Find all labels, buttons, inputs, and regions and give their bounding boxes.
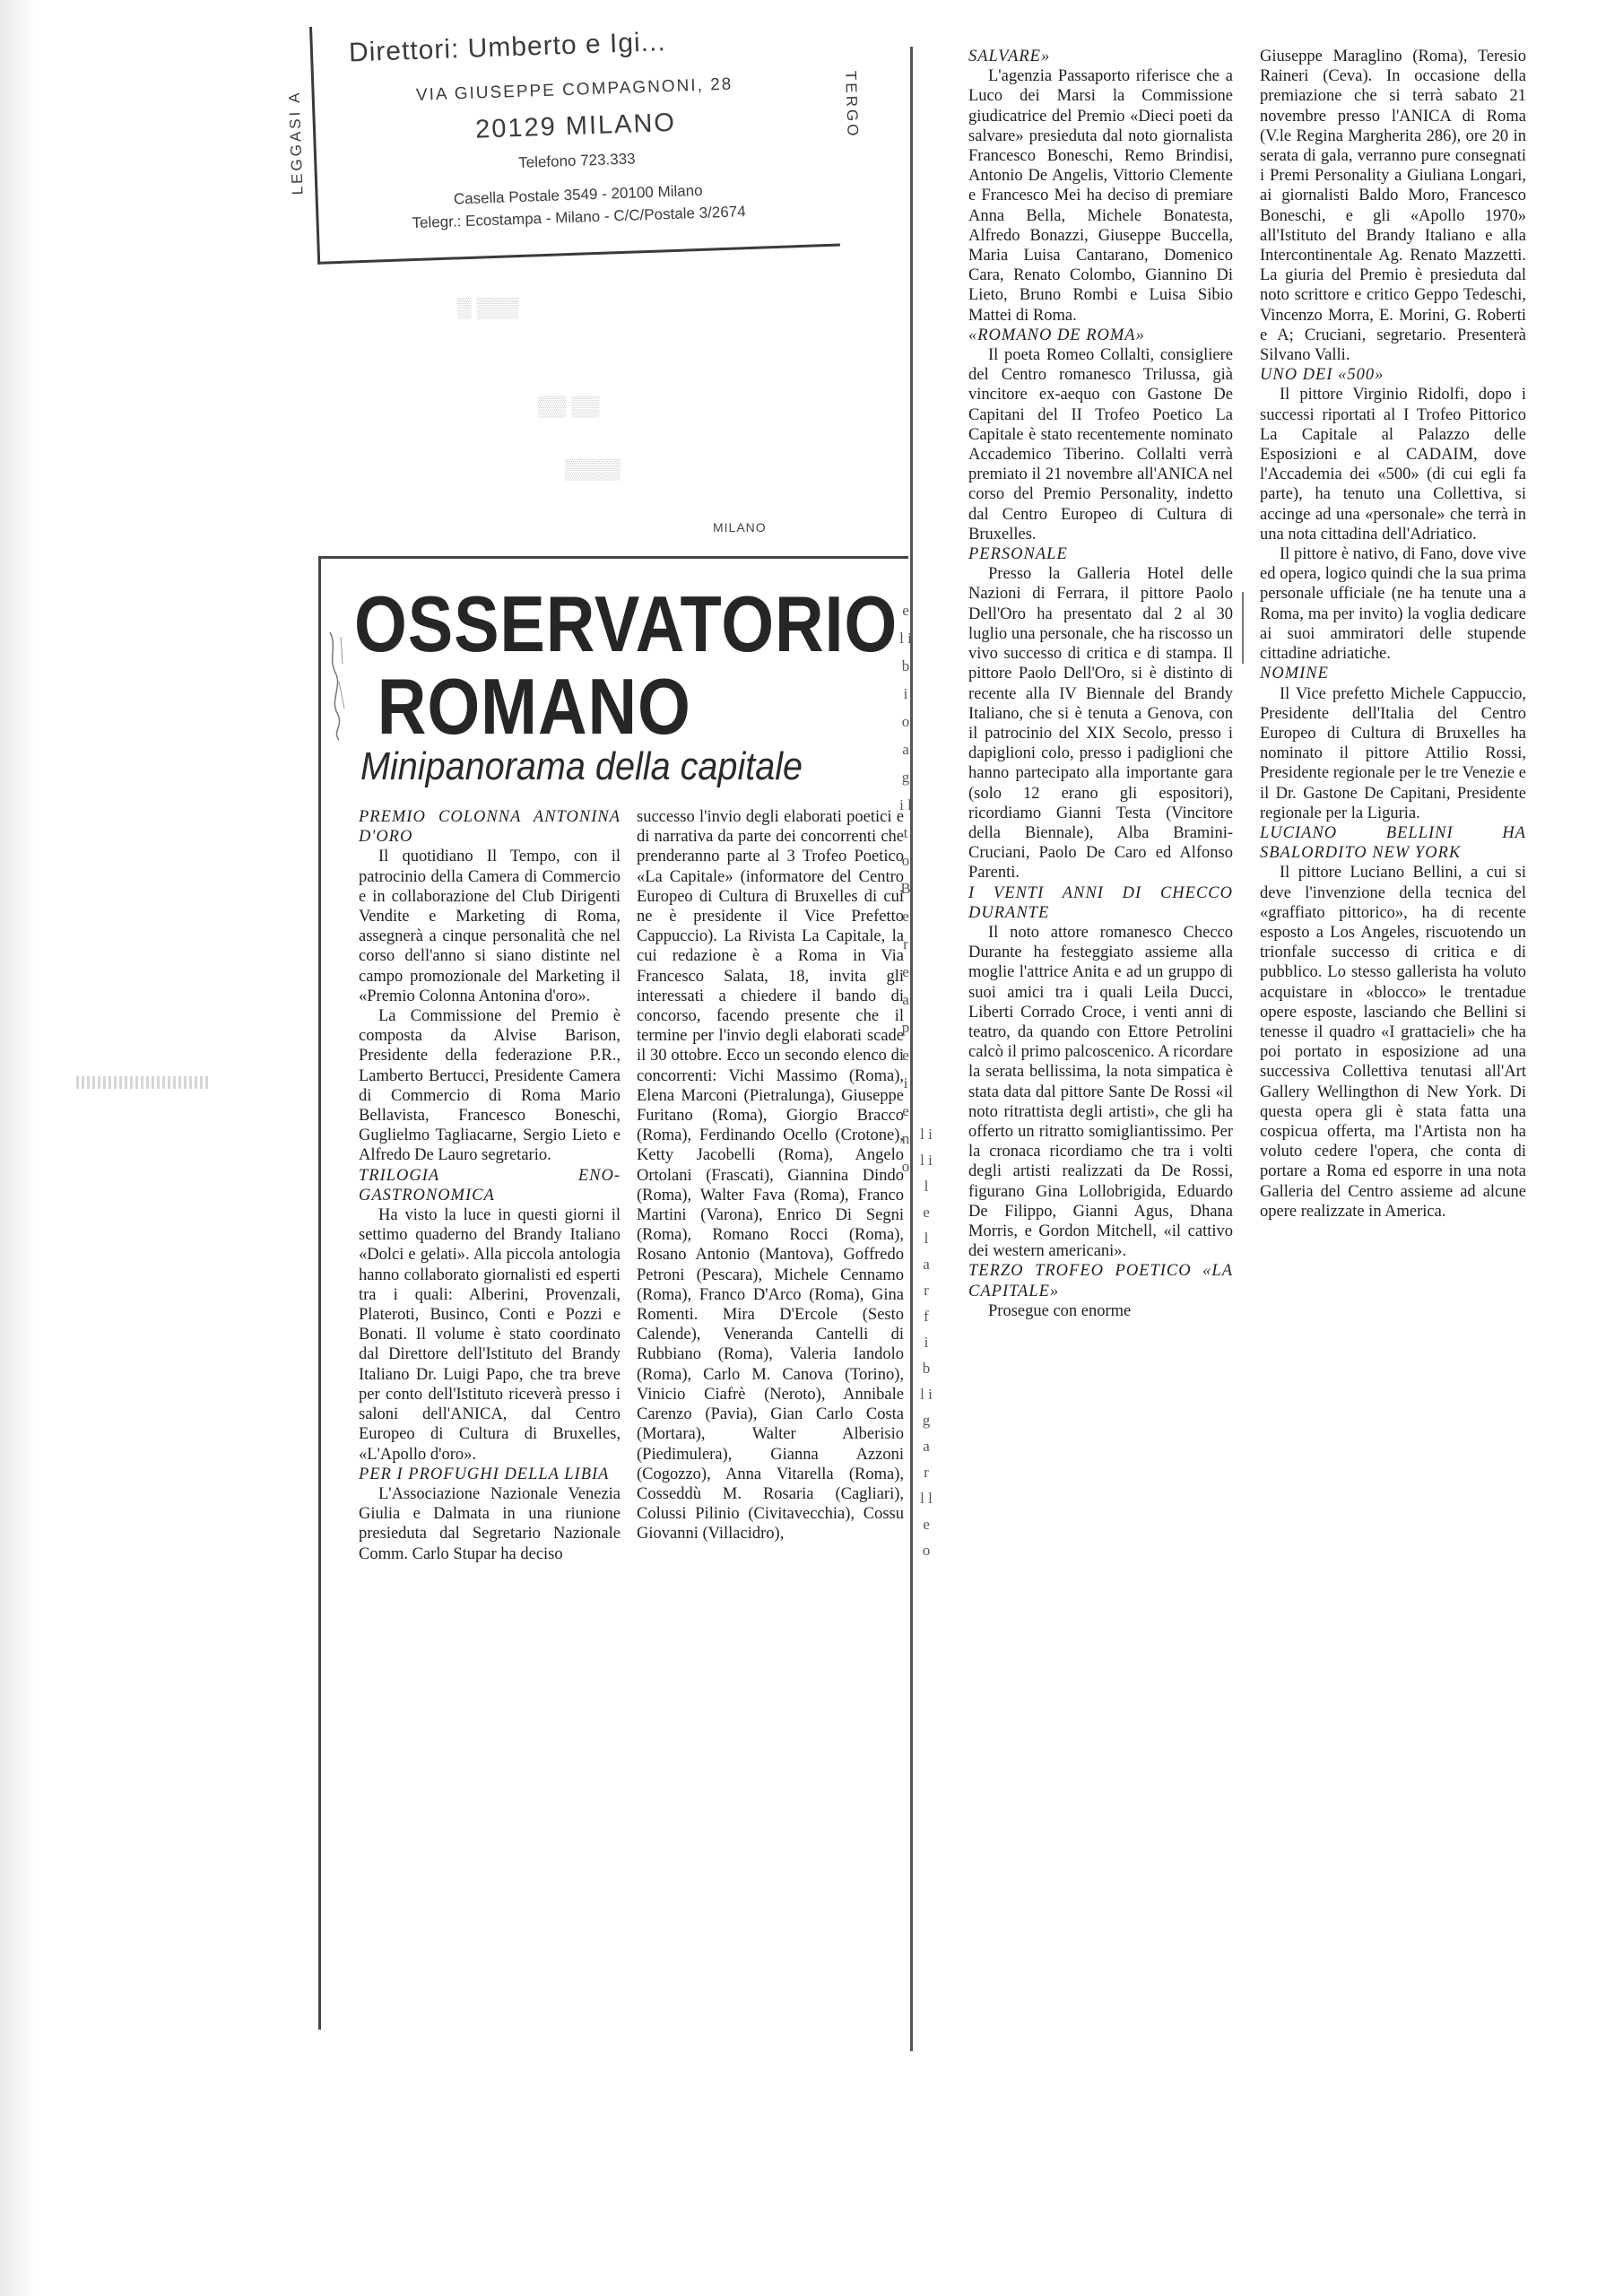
section-heading: PER I PROFUGHI DELLA LIBIA: [359, 1465, 610, 1483]
faded-smudge: ▒ ▒▒▒: [457, 296, 519, 318]
stamp-left-label: LEGGASI A: [285, 90, 307, 196]
section-heading: TRILOGIA ENO-GASTRONOMICA: [359, 1166, 621, 1205]
article-paragraph: Il pittore Virginio Ridolfi, dopo i successi riportati al I Trofeo Pittorico La Capitale al Palazzo delle Esposizioni e al CADAIM, dove l'Accademia dei «500» (di cui egli fa parte), ha tenuto una Collettiva, si accinge ad una «personale» che terrà in una nota cittadina dell'Adriatico.: [1260, 386, 1526, 544]
column-rule-short: [1242, 592, 1244, 664]
article-paragraph: Il noto attore romanesco Checco Durante ha festeggiato assieme alla moglie l'attrice Anita e ad un gruppo di suoi amici tra i quali Leila Ducci, Liberti Corrado Croce, i venti anni di teatro, da quando con Ettore Petrolini calcò il primo palcoscenico. A ricordare la serata bellissima, la nota simpatica è stata data dal pittore Sante De Rossi «il noto ritrattista degli artisti», che gli ha offerto un ritratto somigliantissimo. Per la cronaca ricordiamo che tra i volti degli artisti realizzati da De Rossi, figurano Gina Lollobrigida, Eduardo De Filippo, Gianni Agus, Dhana Morris, e Gordon Mitchell, «il cattivo dei western americani».: [968, 923, 1233, 1261]
text-column-1: [359, 807, 621, 1564]
handwritten-note-mark: [325, 628, 350, 744]
article-paragraph: Presso la Galleria Hotel delle Nazioni di Ferrara, il pittore Paolo Dell'Oro ha presentato dal 2 al 30 luglio una personale, che ha riscosso un vivo successo di critica e di stampa. Il pittore Paolo Dell'Oro, si è distinto di recente alla IV Biennale del Brandy Italiano, che si è tenuta a Genova, con il patrocinio del XIX Secolo, presso i dapiglioni colo, presso i padiglioni che hanno partecipato alla importante gara (solo 12 erano gli espositori), ricordiamo Gianni Testa (Vincitore della Biennale), Alba Bramini-Cruciani, Paolo De Caro ed Alfonso Parenti.: [968, 565, 1233, 883]
article-paragraph: Giuseppe Maraglino (Roma), Teresio Raineri (Ceva). In occasione della premiazione che si terrà sabato 21 novembre presso l'ANICA di Roma (V.le Regina Margherita 286), ore 20 in serata di gala, verranno pure consegnati i Premi Personality a Giuliana Longari, ai giornalisti Baldo Moro, Francesco Boneschi, e gli «Apollo 1970» all'Istituto del Brandy Italiano e alla Intercontinentale Ag. Renato Mazzetti. La giuria del Premio è presieduta dal noto scrittore e critico Geppo Tedeschi, Vincenzo Morra, E. Morini, G. Roberti e A; Cruciani, segretario. Presenterà Silvano Valli.: [1260, 48, 1526, 365]
headline-line-1: OSSERVATORIO: [354, 579, 898, 668]
publisher-stamp: [285, 9, 862, 265]
scan-page-edge: [0, 0, 36, 2296]
section-heading: «ROMANO DE ROMA»: [968, 326, 1145, 344]
headline-line-2: ROMANO: [377, 662, 691, 751]
text-column-4: [1260, 47, 1526, 1222]
article-paragraph: Il pittore Luciano Bellini, a cui si deve l'invenzione della tecnica del «graffiato pittorico», ha di recente esposto a Los Angeles, riscuotendo un trionfale successo di critica e di pubblico. Lo stesso gallerista ha voluto acquistare in «blocco» le trentadue opere esposte, lasciando che Bellini si tenesse il quadro «I grattacieli» che ha poi portato in esposizione ad una successiva Collettiva tenutasi all'Art Gallery Wellingthon di New York. Di questa opera gli è stata fatta una cospicua offerta, ma l'Artista non ha voluto cedere l'opera, che conta di portare a Roma ed esporre in una nota Galleria del Centro assieme ad alcune opere realizzate in America.: [1260, 864, 1526, 1221]
stamp-city: 20129 MILANO: [474, 108, 677, 144]
section-heading: UNO DEI «500»: [1260, 366, 1384, 385]
article-paragraph: Il pittore è nativo, di Fano, dove vive ed opera, logico quindi che la sua prima personale ufficiale (ne ha tenute una a Roma, ma per invito) la voglia dedicare ai suoi ammiratori delle stupende cittadine adriatiche.: [1260, 545, 1526, 664]
gutter-smudge: [76, 1076, 211, 1089]
article-headline: [354, 579, 898, 751]
section-heading: TERZO TROFEO POETICO «LA CAPITALE»: [968, 1262, 1233, 1300]
article-paragraph: Il Vice prefetto Michele Cappuccio, Presidente dell'Italia del Centro Europeo di Cultura di Bruxelles ha nominato il pittore Attilio Rossi, Presidente regionale per le tre Venezie e il Dr. Gastone De Capitani, Presidente regionale per la Liguria.: [1260, 684, 1526, 822]
section-heading: SALVARE»: [968, 48, 1051, 65]
article-paragraph: L'Associazione Nazionale Venezia Giulia e Dalmata in una riunione presieduta dal Segretario Nazionale Comm. Carlo Stupar ha deciso: [359, 1484, 621, 1563]
article-paragraph: Il quotidiano Il Tempo, con il patrocinio della Camera di Commercio e in collaborazione del Club Dirigenti Vendite e Marketing di Roma, assegnerà a cinque personalità che nel corso dell'anno si siano distinte nel campo promozionale del Marketing il «Premio Colonna Antonina d'oro».: [359, 848, 621, 1005]
article-paragraph: La Commissione del Premio è composta da Alvise Barison, Presidente della federazione P.R., Lamberto Bertucci, Presidente Camera di Commercio di Roma Mario Bellavista, Francesco Boneschi, Guglielmo Tagliacarne, Sergio Lieto e Alfredo De Lauro segretario.: [359, 1007, 621, 1165]
cut-margin-letters: e l i b i o a g i l t o B e r e a p e i e n o: [899, 602, 912, 1175]
stamp-directors: Direttori: Umberto e Igi...: [348, 27, 667, 68]
source-tag: MILANO: [713, 520, 767, 535]
article-paragraph: Il poeta Romeo Collalti, consigliere del Centro romanesco Trilussa, già vincitore ex-aequo con Gastone De Capitani del II Trofeo Poetico La Capitale è stato recentemente nominato Accademico Tiberino. Collalti verrà premiato il 21 novembre all'ANICA nel corso del Premio Personality, indetto dal Centro Europeo di Cultura di Bruxelles.: [968, 346, 1233, 544]
article-paragraph: Prosegue con enorme: [988, 1301, 1132, 1320]
faded-smudge: ▒▒▒▒: [565, 457, 621, 480]
article-paragraph: L'agenzia Passaporto riferisce che a Luco dei Marsi la Commissione giudicatrice del Premio «Dieci poeti da salvare» presieduta dal noto giornalista Francesco Boneschi, Remo Brindisi, Antonio De Angelis, Vittorio Clemente e Francesco Mei ha deciso di premiare Anna Bella, Michele Bonatesta, Alfredo Bonazzi, Giuseppe Buccella, Maria Luisa Cantarano, Domenico Cara, Renato Colombo, Giannino Di Lieto, Bruno Rombi e Luisa Sibio Mattei di Roma.: [968, 67, 1233, 325]
stamp-telegraph: Telegr.: Ecostampa - Milano - C/C/Postale 3/2674: [412, 203, 746, 232]
section-heading: PREMIO COLONNA ANTONINA D'ORO: [359, 808, 621, 847]
text-column-2: [637, 807, 904, 1544]
faded-smudge: ▒▒ ▒▒: [538, 395, 600, 417]
article-paragraph: Ha visto la luce in questi giorni il settimo quaderno del Brandy Italiano «Dolci e gelati». Alla piccola antologia hanno collaborato giornalisti ed esperti tra i quali: Alberini, Provenzali, Plateroti, Businco, Conti e Pozzi e Bonati. Il volume è stato coordinato dal Direttore dell'Istituto del Brandy Italiano Dr. Luigi Papo, che tra breve per conto dell'Istituto riceverà presso i saloni dell'ANICA, dal Centro Europeo di Cultura di Bruxelles, «L'Apollo d'oro».: [359, 1206, 621, 1464]
section-heading: I VENTI ANNI DI CHECCO DURANTE: [968, 883, 1233, 922]
text-column-3: [968, 47, 1233, 1321]
cut-margin-letters-2: l i l i l e l a r f i b l i g a r l l e o: [920, 1126, 933, 1559]
section-heading: LUCIANO BELLINI HA SBALORDITO NEW YORK: [1260, 823, 1526, 863]
stamp-phone: Telefono 723.333: [517, 150, 636, 171]
section-heading: NOMINE: [1260, 665, 1329, 683]
section-heading: PERSONALE: [968, 545, 1068, 564]
article-subtitle: Minipanorama della capitale: [360, 744, 803, 788]
stamp-po-box: Casella Postale 3549 - 20100 Milano: [453, 181, 703, 208]
stamp-address: VIA GIUSEPPE COMPAGNONI, 28: [415, 74, 733, 105]
stamp-right-label: TERGO: [842, 70, 862, 139]
article-paragraph: successo l'invio degli elaborati poetici e di narrativa da parte dei concorrenti che prenderanno parte al 3 Trofeo Poetico «La Capitale» (informatore del Centro Europeo di Cultura di Bruxelles di cui ne è presidente il Vice Prefetto Cappuccio). La Rivista La Capitale, la cui redazione è a Roma in Via Francesco Salata, 18, invita gli interessati a chiedere il bando di concorso, facendo presente che il termine per l'invio degli elaborati scade il 30 ottobre. Ecco un secondo elenco di concorrenti: Vichi Massimo (Roma), Elena Marconi (Pietralunga), Giuseppe Furitano (Roma), Giorgio Bracco (Roma), Ferdinando Ocello (Crotone), Ketty Jacobelli (Roma), Angelo Ortolani (Frascati), Giannina Dindo (Roma), Walter Fava (Roma), Franco Martini (Varona), Enrico Di Segni (Roma), Romano Rocci (Roma), Rosano Antonio (Mantova), Goffredo Petroni (Pescara), Michele Cennamo (Roma), Franco D'Arco (Roma), Gina Romenti. Mira D'Ercole (Sesto Calende), Veneranda Cantelli di Rubbiano (Roma), Valeria Iandolo (Roma), Carlo M. Canova (Torino), Vinicio Ciafrè (Neroto), Annibale Carenzo (Pavia), Gian Carlo Costa (Mortara), Walter Alberisio (Piedimulera), Gianna Azzoni (Cogozzo), Anna Vitarella (Roma), Cosseddù M. Rosaria (Cagliari), Colussi Pilinio (Civitavecchia), Cossu Giovanni (Villacidro),: [637, 808, 904, 1544]
